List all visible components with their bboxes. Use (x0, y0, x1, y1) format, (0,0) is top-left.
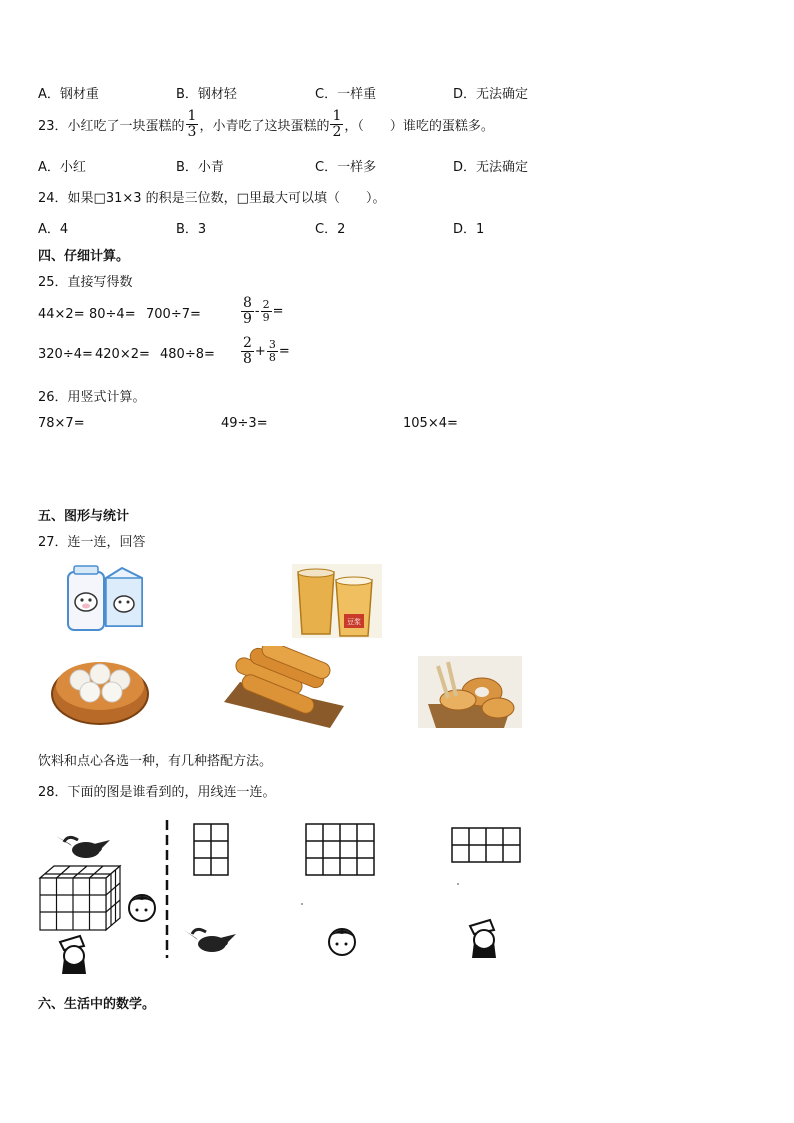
q26-item: 78×7= (38, 416, 85, 431)
q23-text-pre: 23．小红吃了一块蛋糕的 (38, 118, 185, 134)
question-23 (38, 109, 494, 139)
section-5-heading: 五、图形与统计 (38, 509, 130, 524)
soy-milk-cups-image (292, 564, 382, 638)
question-25-title: 25．直接写得数 (38, 275, 133, 290)
svg-text:豆浆: 豆浆 (347, 618, 361, 626)
bird-icon (56, 836, 110, 858)
q22-option-d: D．无法确定 (453, 87, 529, 102)
bread-basket-image (418, 656, 522, 728)
section-6-heading: 六、生活中的数学。 (38, 997, 156, 1012)
view-4x3-grid (306, 824, 374, 875)
boy-face-icon (329, 929, 355, 955)
boy-face-icon (129, 895, 155, 921)
q24-option-c: C．2 (315, 222, 346, 237)
girl-with-hat-icon (60, 936, 86, 974)
bird-icon (184, 929, 236, 952)
girl-with-hat-icon (470, 920, 496, 958)
milk-cartons-image (62, 564, 148, 636)
q25-item: 44×2= (38, 307, 85, 322)
q22-option-a: A．钢材重 (38, 87, 99, 102)
q25-fraction-expr-2: $\frac{2}{8}$ + $\frac{3}{8}$ = (243, 335, 290, 367)
q23-fraction-2: $\frac{1}{2}$ (332, 108, 342, 140)
q25-item: 320÷4= (38, 347, 93, 362)
views-diagram (34, 818, 554, 978)
q22-option-b: B．钢材轻 (176, 87, 237, 102)
q23-fraction-1: $\frac{1}{3}$ (187, 108, 197, 140)
cube-block (40, 866, 120, 930)
q25-item: 420×2= (95, 347, 150, 362)
q23-option-a: A．小红 (38, 160, 86, 175)
q23-option-c: C．一样多 (315, 160, 377, 175)
q26-item: 105×4= (403, 416, 458, 431)
q25-item: 80÷4= (89, 307, 136, 322)
q22-option-c: C．一样重 (315, 87, 377, 102)
q25-item: 700÷7= (146, 307, 201, 322)
q25-fraction-expr-1: $\frac{8}{9}$ - $\frac{2}{9}$ = (243, 295, 284, 327)
section-4-heading: 四、仔细计算。 (38, 249, 130, 264)
q23-option-b: B．小青 (176, 160, 224, 175)
q24-option-d: D．1 (453, 222, 485, 237)
question-26-title: 26．用竖式计算。 (38, 390, 146, 405)
steamed-buns-image (50, 646, 150, 728)
q23-text-mid: ，小青吃了这块蛋糕的 (199, 118, 330, 134)
view-4x2-grid (452, 828, 520, 862)
q26-item: 49÷3= (221, 416, 268, 431)
q24-option-b: B．3 (176, 222, 207, 237)
question-27-title: 27．连一连，回答 (38, 535, 146, 550)
q23-option-d: D．无法确定 (453, 160, 529, 175)
question-24: 24．如果□31×3 的积是三位数，□里最大可以填（ ）。 (38, 191, 386, 206)
question-27-text: 饮料和点心各选一种，有几种搭配方法。 (38, 754, 273, 769)
question-28-title: 28．下面的图是谁看到的，用线连一连。 (38, 785, 276, 800)
q25-item: 480÷8= (160, 347, 215, 362)
q23-text-post: ，（ ）谁吃的蛋糕多。 (344, 118, 494, 134)
fried-dough-sticks-image (220, 646, 346, 728)
q24-option-a: A．4 (38, 222, 69, 237)
view-2x3-grid (194, 824, 228, 875)
